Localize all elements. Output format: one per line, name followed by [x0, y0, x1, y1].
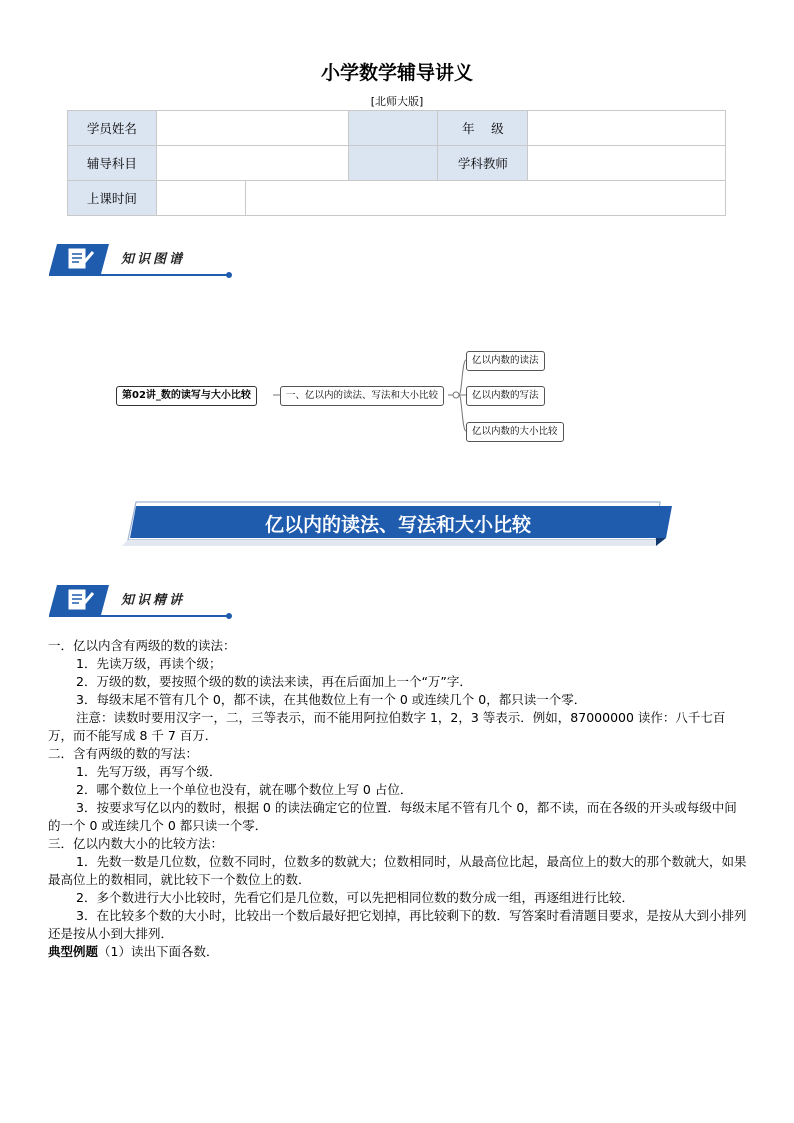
paragraph: 2．多个数进行大小比较时，先看它们是几位数，可以先把相同位数的数分成一组，再逐组进行比较．: [76, 890, 634, 905]
paragraph-note: 注意：读数时要用汉字一，二，三等表示，而不能用阿拉伯数字 1，2，3 等表示．例如，87000000 读作：八千七百万，而不能写成 8 千 7 百万．: [48, 710, 726, 743]
notepad-icon: [49, 585, 109, 615]
paragraph-heading: 一．亿以内含有两级的数的读法：: [48, 638, 236, 653]
mind-map-leaf-node: 亿以内数的写法: [466, 386, 545, 406]
class-time-field-b[interactable]: [245, 181, 725, 216]
paragraph: 3．按要求写亿以内的数时，根据 0 的读法确定它的位置．每级末尾不管有几个 0，都不读，而在各级的开头或每级中间的一个 0 或连续几个 0 都只读一个零．: [48, 800, 737, 833]
table-row: [68, 111, 726, 146]
chapter-banner-title: 亿以内的读法、写法和大小比较: [264, 514, 531, 536]
paragraph: 2．万级的数，要按照个级的数的读法来读，再在后面加上一个“万”字．: [76, 674, 472, 689]
teacher-field[interactable]: [528, 146, 726, 181]
paragraph-heading: 三．亿以内数大小的比较方法：: [48, 836, 224, 851]
section-title: 知识图谱: [121, 252, 186, 267]
table-shaded-cell: [348, 146, 438, 181]
page-title: 小学数学辅导讲义: [320, 62, 473, 84]
section-header-knowledge-map: [49, 244, 234, 278]
mind-map-root-node: 第02讲_数的读写与大小比较: [116, 386, 257, 406]
grade-label: 年 级: [438, 111, 528, 146]
section-underline-dot: [226, 272, 232, 278]
class-time-field-a[interactable]: [156, 181, 245, 216]
lesson-content: [48, 637, 748, 961]
table-shaded-cell: [348, 111, 438, 146]
teacher-label: 学科教师: [438, 146, 528, 181]
paragraph: 2．哪个数位上一个单位也没有，就在哪个数位上写 0 占位．: [76, 782, 413, 797]
subject-field[interactable]: [156, 146, 348, 181]
example-line: [48, 943, 748, 961]
example-text: （1）读出下面各数．: [98, 944, 219, 959]
mind-map: [110, 340, 590, 450]
page-subtitle: [北师大版]: [370, 95, 424, 108]
student-name-field[interactable]: [156, 111, 348, 146]
table-row: [68, 146, 726, 181]
mind-map-leaf-node: 亿以内数的大小比较: [466, 422, 564, 442]
paragraph-heading: 二．含有两级的数的写法：: [48, 746, 199, 761]
paragraph: 1．先读万级，再读个级；: [76, 656, 222, 671]
student-name-label: 学员姓名: [68, 111, 157, 146]
student-info-table: [67, 110, 726, 216]
mind-map-leaf-node: 亿以内数的读法: [466, 351, 545, 371]
mind-map-branch-node: 一、亿以内的读法、写法和大小比较: [280, 386, 444, 406]
paragraph: 1．先数一数是几位数，位数不同时，位数多的数就大；位数相同时，从最高位比起，最高位上的数大的那个数就大，如果最高位上的数相同，就比较下一个数位上的数．: [48, 854, 747, 887]
paragraph: 3．每级末尾不管有几个 0，都不读，在其他数位上有一个 0 或连续几个 0，都只读一个零．: [76, 692, 587, 707]
section-title: 知识精讲: [121, 593, 186, 608]
section-underline: [49, 274, 229, 276]
section-header-knowledge-detail: [49, 585, 234, 619]
section-underline: [49, 615, 229, 617]
section-underline-dot: [226, 613, 232, 619]
example-label: 典型例题: [48, 944, 99, 959]
paragraph: 3．在比较多个数的大小时，比较出一个数后最好把它划掉，再比较剩下的数．写答案时看清题目要求，是按从大到小排列还是按从小到大排列．: [48, 908, 747, 941]
table-row: [68, 181, 726, 216]
paragraph: 1．先写万级，再写个级．: [76, 764, 222, 779]
class-time-label: 上课时间: [68, 181, 157, 216]
notepad-icon: [49, 244, 109, 274]
subject-label: 辅导科目: [68, 146, 157, 181]
grade-field[interactable]: [528, 111, 726, 146]
